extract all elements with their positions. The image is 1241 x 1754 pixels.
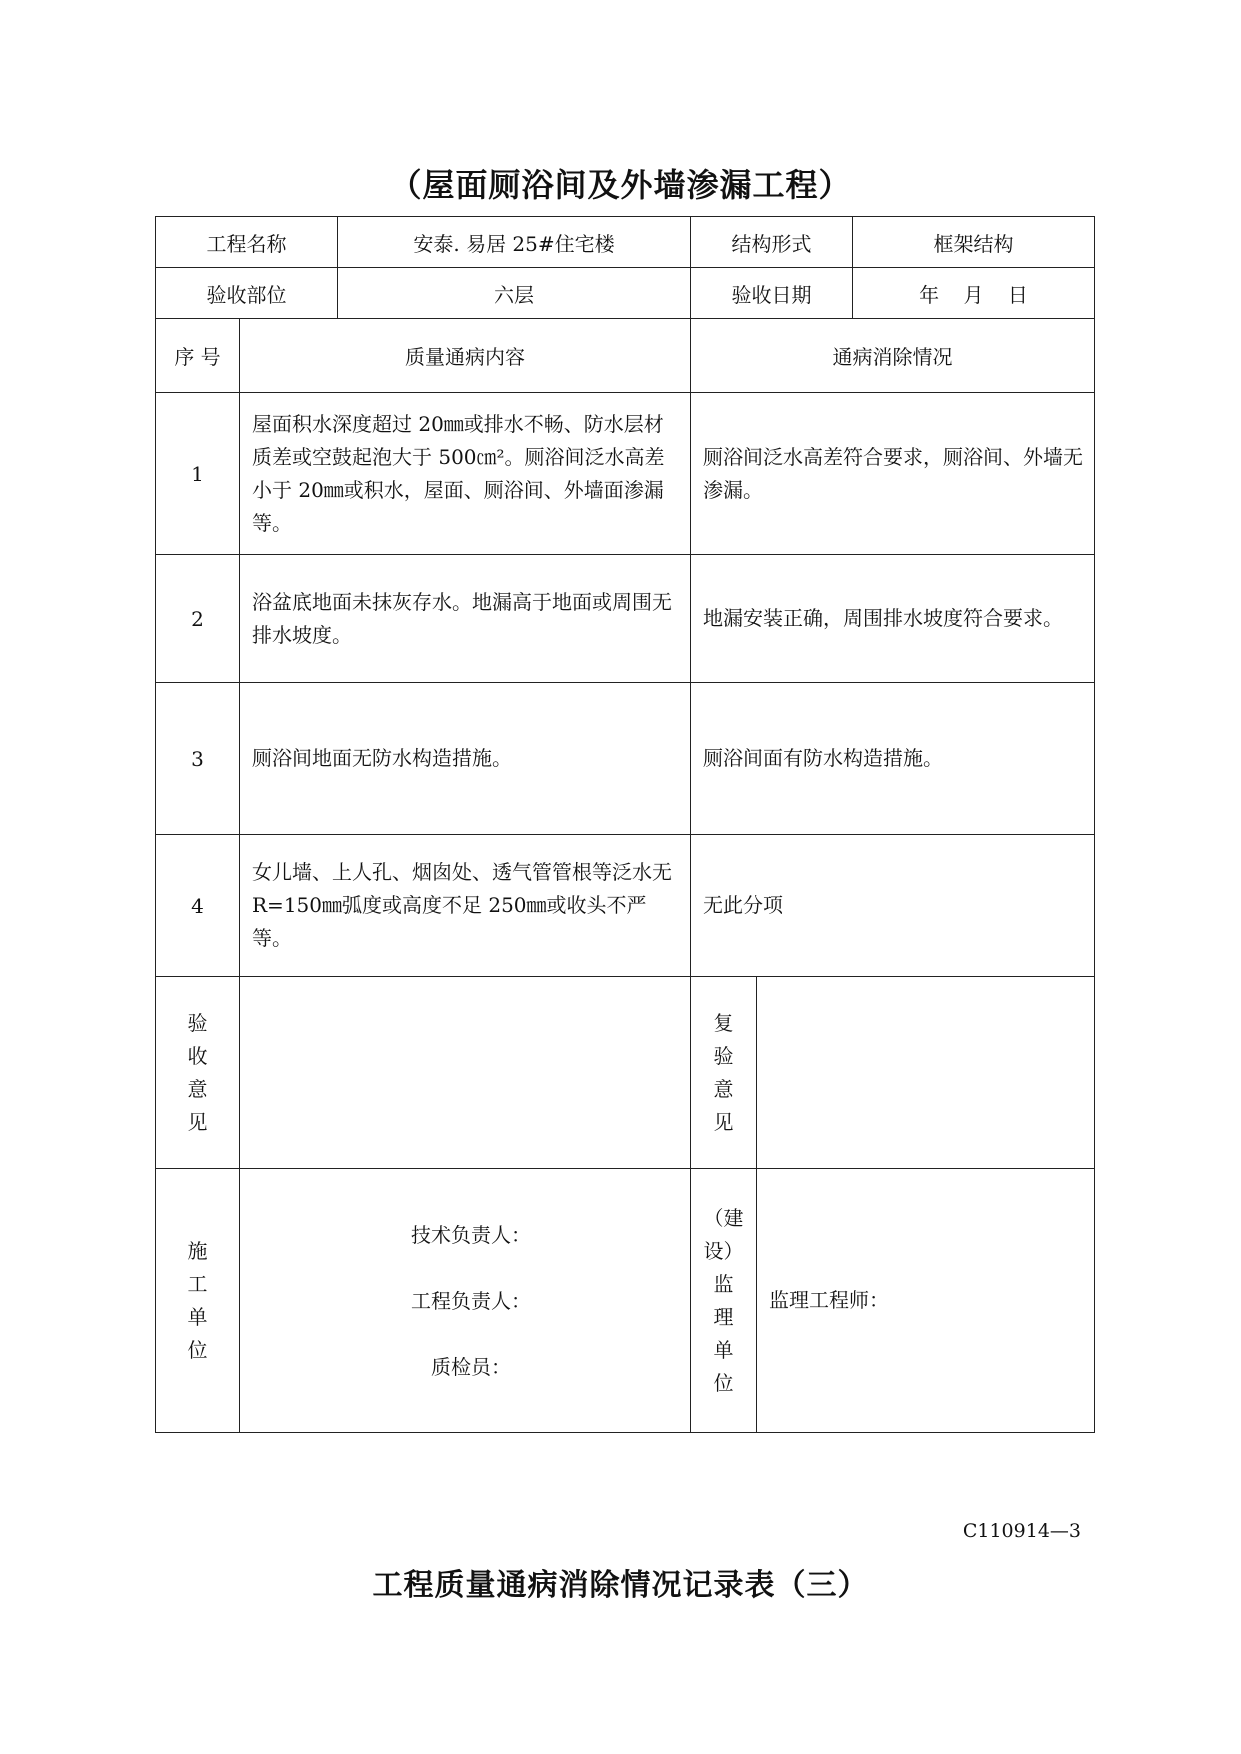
location-row — [156, 268, 1095, 319]
structure-value: 框架结构 — [853, 217, 1095, 268]
row-content: 女儿墙、上人孔、烟囱处、透气管管根等泛水无 R=150㎜弧度或高度不足 250㎜或收头不严等。 — [240, 835, 691, 977]
row-status: 厕浴间面有防水构造措施。 — [691, 683, 1095, 835]
date-value: 年 月 日 — [853, 268, 1095, 319]
project-row — [156, 217, 1095, 268]
acceptance-opinion-label: 验 收 意 见 — [156, 977, 240, 1169]
location-value: 六层 — [338, 268, 691, 319]
status-header: 通病消除情况 — [691, 319, 1095, 393]
supervisor-signature: 监理工程师： — [757, 1169, 1095, 1433]
recheck-opinion-label: 复 验 意 见 — [691, 977, 757, 1169]
row-number: 1 — [156, 393, 240, 555]
form-code: C110914—3 — [962, 1520, 1081, 1542]
date-label: 验收日期 — [691, 268, 853, 319]
column-header-row — [156, 319, 1095, 393]
bottom-title: 工程质量通病消除情况记录表（三） — [372, 1568, 869, 1603]
record-table — [155, 216, 1095, 1433]
row-content: 浴盆底地面未抹灰存水。地漏高于地面或周围无排水坡度。 — [240, 555, 691, 683]
row-content: 屋面积水深度超过 20㎜或排水不畅、防水层材质差或空鼓起泡大于 500㎝²。厕浴间泛水高差小于 20㎜或积水，屋面、厕浴间、外墙面渗漏等。 — [240, 393, 691, 555]
row-number: 4 — [156, 835, 240, 977]
table-row — [156, 393, 1095, 555]
row-number: 3 — [156, 683, 240, 835]
inspector-signature: 质检员： — [431, 1354, 511, 1379]
project-name-value: 安泰. 易居 25#住宅楼 — [338, 217, 691, 268]
table-row — [156, 555, 1095, 683]
structure-label: 结构形式 — [691, 217, 853, 268]
row-status: 无此分项 — [691, 835, 1095, 977]
project-lead-signature: 工程负责人： — [411, 1288, 531, 1313]
row-status: 地漏安装正确，周围排水坡度符合要求。 — [691, 555, 1095, 683]
opinion-row — [156, 977, 1095, 1169]
recheck-opinion-field — [757, 977, 1095, 1169]
construction-unit-label: 施 工 单 位 — [156, 1169, 240, 1433]
table-row — [156, 683, 1095, 835]
row-content: 厕浴间地面无防水构造措施。 — [240, 683, 691, 835]
supervision-unit-label: （建 设） 监 理 单 位 — [691, 1169, 757, 1433]
seq-header: 序 号 — [156, 319, 240, 393]
project-name-label: 工程名称 — [156, 217, 338, 268]
location-label: 验收部位 — [156, 268, 338, 319]
construction-signatures — [240, 1169, 691, 1433]
row-number: 2 — [156, 555, 240, 683]
table-row — [156, 835, 1095, 977]
acceptance-opinion-field — [240, 977, 691, 1169]
tech-lead-signature: 技术负责人： — [411, 1222, 531, 1247]
row-status: 厕浴间泛水高差符合要求，厕浴间、外墙无渗漏。 — [691, 393, 1095, 555]
content-header: 质量通病内容 — [240, 319, 691, 393]
page-title: （屋面厕浴间及外墙渗漏工程） — [389, 166, 852, 204]
signature-row — [156, 1169, 1095, 1433]
